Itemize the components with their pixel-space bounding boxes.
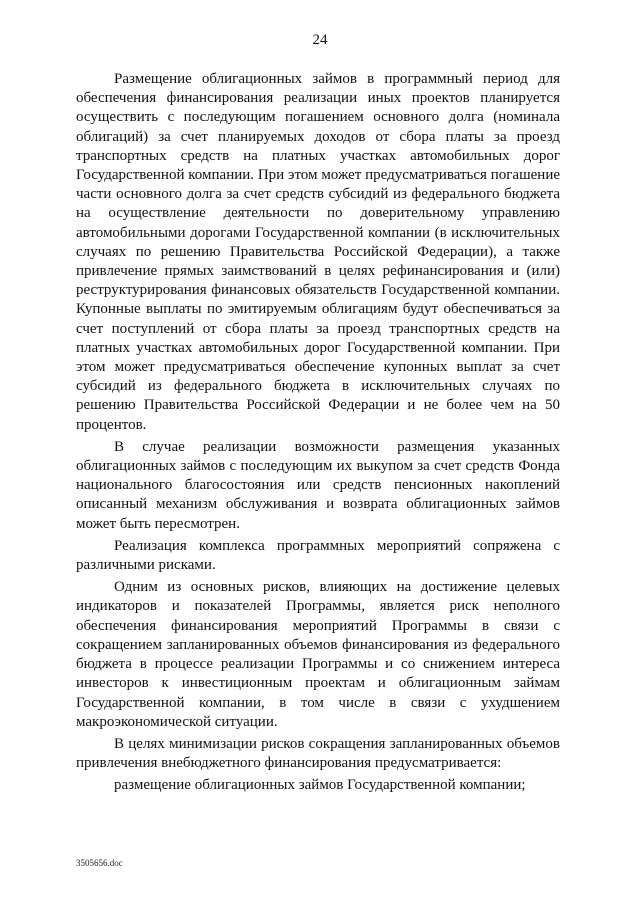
paragraph-bond-placement: Размещение облигационных займов в программный период для обеспечения финансирования реализации иных проектов планируется осуществить с последующим погашением основного долга (номинала облигаций) за счет планируемых доходов от сбора платы за проезд транспортных средств на платных участках автомобильных дорог Государственной компании. При этом может предусматриваться погашение части основного долга за счет средств субсидий из федерального бюджета на осуществление деятельности по доверительному управлению автомобильными дорогами Государственной компании (в исключительных случаях по решению Правительства Российской Федерации), а также привлечение прямых заимствований в целях рефинансирования и (или) реструктурирования финансовых обязательств Государственной компании. Купонные выплаты по эмитируемым облигациям будут обеспечиваться за счет поступлений от сбора платы за проезд транспортных средств на платных участках автомобильных дорог Государственной компании. При этом может предусматриваться обеспечение купонных выплат за счет субсидий из федерального бюджета в исключительных случаях по решению Правительства Российской Федерации и не более чем на 50 процентов. xyxy=(76,71,560,433)
footer-file-name: 3505656.doc xyxy=(76,858,123,868)
document-body xyxy=(76,70,560,799)
paragraph-risk-mitigation: В целях минимизации рисков сокращения запланированных объемов привлечения внебюджетного финансирования предусматривается: xyxy=(76,735,560,772)
page-number: 24 xyxy=(312,32,328,48)
paragraph-list-item: размещение облигационных займов Государственной компании; xyxy=(114,777,526,794)
paragraph-main-risk: Одним из основных рисков, влияющих на достижение целевых индикаторов и показателей Программы, является риск неполного обеспечения финансирования мероприятий Программы в связи с сокращением запланированных объемов финансирования из федерального бюджета в процессе реализации Программы и со снижением интереса инвесторов к инвестиционным проектам и облигационным займам Государственной компании, в том числе в связи с ухудшением макроэкономической ситуации. xyxy=(76,579,560,730)
paragraph-risks-intro: Реализация комплекса программных мероприятий сопряжена с различными рисками. xyxy=(76,537,560,574)
paragraph-fund-buyback: В случае реализации возможности размещения указанных облигационных займов с последующим их выкупом за счет средств Фонда национального благосостояния или средств пенсионных накоплений описанный механизм обслуживания и возврата облигационных займов может быть пересмотрен. xyxy=(76,438,560,532)
